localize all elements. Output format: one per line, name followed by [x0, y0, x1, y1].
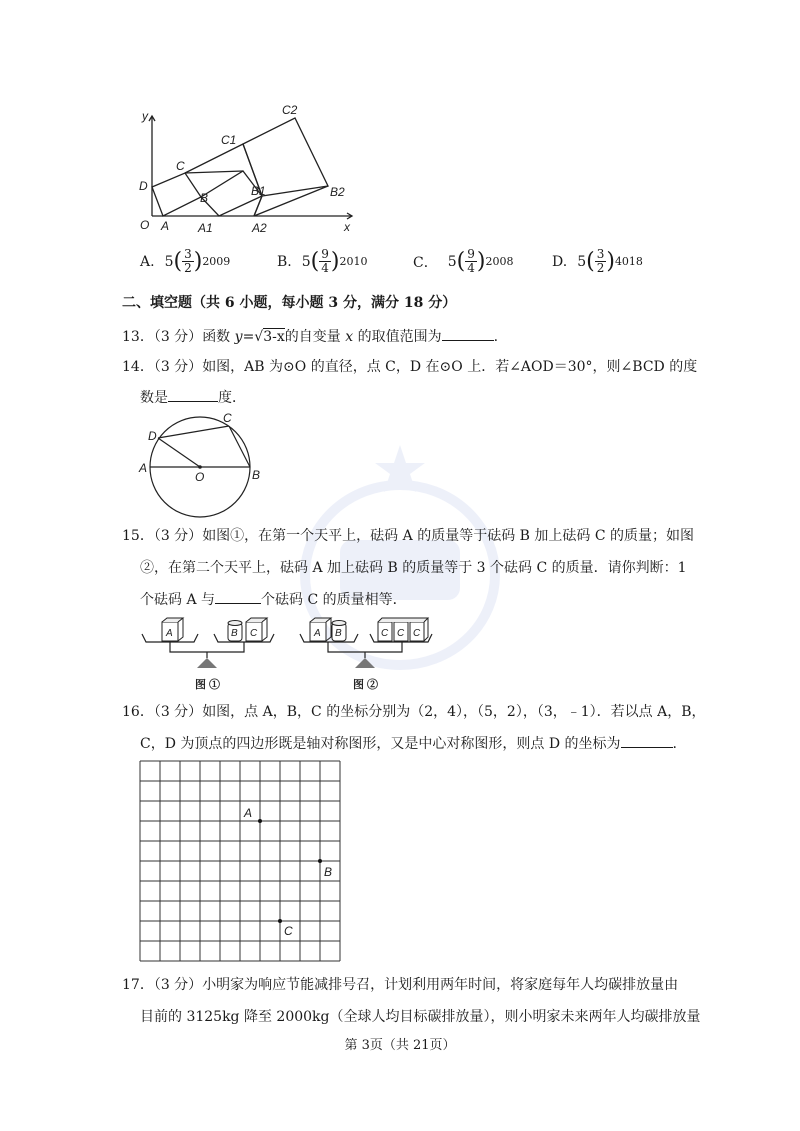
fig12-label-b1: B1	[251, 184, 266, 198]
fig12-label-d: D	[139, 179, 148, 193]
sqrt-symbol: √	[254, 329, 264, 345]
question-14-line2: 数是 度．	[140, 387, 246, 408]
fig12-label-c: C	[176, 159, 185, 173]
question-13: 13．（3 分）函数 y=√3-x的自变量 x 的取值范围为 .	[122, 326, 498, 347]
question-15-line3: 个砝码 A 与 个砝码 C 的质量相等．	[140, 589, 407, 610]
fig15-label-c1: C	[250, 628, 258, 639]
fig15-label-a2: A	[314, 628, 321, 639]
q14-answer-blank[interactable]	[168, 387, 218, 402]
question-14-line1: 14．（3 分）如图，AB 为⊙O 的直径，点 C，D 在⊙O 上．若∠AOD＝30°，则∠BCD 的度	[122, 359, 698, 375]
fig12-label-c2: C2	[282, 103, 298, 117]
fig14-label-d: D	[148, 429, 157, 443]
q15-answer-blank[interactable]	[215, 589, 261, 604]
grid-point-c	[278, 919, 282, 923]
fig15-caption-1: 图 ①	[195, 679, 221, 691]
q13-answer-blank[interactable]	[442, 326, 494, 341]
fig15-label-c2: C	[381, 628, 389, 639]
fig14-label-a: A	[139, 461, 148, 475]
question-15-line1: 15．（3 分）如图①，在第一个天平上，砝码 A 的质量等于砝码 B 加上砝码 C 的质量；如图	[122, 528, 694, 544]
fig12-label-c1: C1	[221, 133, 237, 147]
fig12-axis-y: y	[142, 109, 148, 123]
fig14-label-c: C	[223, 411, 232, 425]
q12-option-a[interactable]: A. 5 ( $\frac{3}{2}$ ) 2009	[140, 247, 231, 275]
fig12-origin: O	[140, 218, 150, 232]
fig15-label-a1: A	[166, 628, 173, 639]
fig15-label-c4: C	[413, 628, 421, 639]
grid-label-c: C	[284, 924, 293, 938]
fig14-label-b: B	[252, 468, 261, 482]
fig12-label-a2: A2	[252, 221, 267, 235]
fig12-label-b: B	[200, 191, 209, 205]
q16-grid-figure	[138, 759, 344, 965]
q12-figure	[130, 98, 360, 238]
fig15-label-b1: B	[231, 628, 238, 639]
grid-label-b: B	[324, 865, 333, 879]
page-footer: 第 3页（共 21页）	[344, 1038, 456, 1053]
fig12-label-a1: A1	[198, 221, 213, 235]
balance2-beam	[328, 642, 402, 652]
question-17-line1: 17．（3 分）小明家为响应节能减排号召，计划利用两年时间，将家庭每年人均碳排放量由	[122, 977, 679, 993]
question-16-line2: C，D 为顶点的四边形既是轴对称图形，又是中心对称图形，则点 D 的坐标为 .	[140, 733, 677, 754]
segment-cb	[229, 426, 250, 467]
fig15-label-b2: B	[335, 628, 342, 639]
rect-1-top-edge	[185, 144, 243, 173]
fig15-caption-2: 图 ②	[353, 679, 379, 691]
q16-answer-blank[interactable]	[621, 733, 673, 748]
segment-od	[158, 438, 200, 467]
fig15-label-c3: C	[397, 628, 405, 639]
fig12-label-b2: B2	[330, 185, 345, 199]
fig12-axis-x: x	[344, 220, 350, 234]
q12-option-b[interactable]: B. 5 ( $\frac{9}{4}$ ) 2010	[277, 247, 368, 275]
balance1-beam	[170, 642, 244, 652]
question-17-line2: 目前的 3125kg 降至 2000kg（全球人均目标碳排放量），则小明家未来两年人均碳排放量	[140, 1009, 701, 1025]
question-16-line1: 16．（3 分）如图，点 A，B，C 的坐标分别为（2，4），（5，2），（3，﹣1）．若以点 A，B，	[122, 704, 706, 720]
rect-1-top	[185, 171, 243, 173]
q12-option-c[interactable]: C． 5 ( $\frac{9}{4}$ ) 2008	[413, 247, 514, 275]
q14-figure	[136, 408, 271, 518]
question-15-line2: ②，在第二个天平上，砝码 A 加上砝码 B 的质量等于 3 个砝码 C 的质量．请你判断：1	[140, 560, 687, 576]
grid-label-a: A	[244, 806, 253, 820]
q12-option-d[interactable]: D. 5 ( $\frac{3}{2}$ ) 4018	[552, 247, 643, 275]
balance1-fulcrum	[197, 658, 217, 668]
square-abcd	[152, 173, 201, 216]
grid-point-a	[258, 819, 262, 823]
center-dot	[198, 465, 202, 469]
fig12-label-a: A	[161, 219, 170, 233]
section-title: 二、填空题（共 6 小题，每小题 3 分，满分 18 分）	[122, 295, 457, 311]
balance2-fulcrum	[355, 658, 375, 668]
fig14-label-o: O	[195, 470, 205, 484]
q15-figure	[140, 612, 440, 694]
grid-point-b	[318, 859, 322, 863]
